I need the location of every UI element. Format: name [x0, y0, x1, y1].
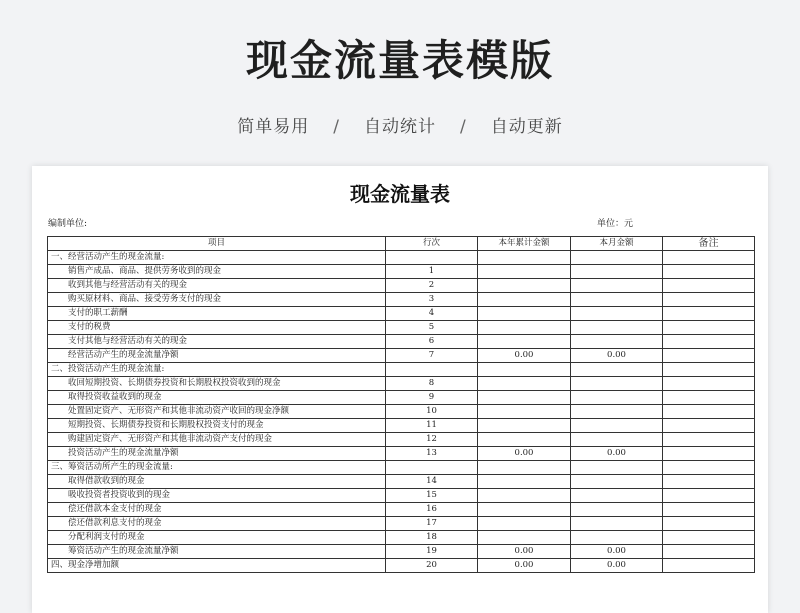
cell-note — [663, 405, 755, 419]
cell-line-no: 12 — [386, 433, 478, 447]
cell-note — [663, 307, 755, 321]
cell-ytd-amount — [478, 489, 571, 503]
feature-tagline — [0, 112, 800, 137]
table-row — [48, 489, 755, 503]
cash-flow-table — [47, 236, 755, 573]
cell-line-no: 10 — [386, 405, 478, 419]
table-row — [48, 461, 755, 475]
cell-ytd-amount — [478, 419, 571, 433]
feature-easy: 简单易用 — [237, 117, 310, 137]
cell-ytd-amount: 0.00 — [478, 545, 571, 559]
cell-line-no: 8 — [386, 377, 478, 391]
cell-month-amount — [571, 321, 663, 335]
cell-month-amount — [571, 405, 663, 419]
column-header-ytd: 本年累计金额 — [478, 237, 571, 251]
cell-item: 经营活动产生的现金流量净额 — [48, 349, 386, 363]
table-row — [48, 391, 755, 405]
cell-note — [663, 433, 755, 447]
cell-line-no: 20 — [386, 559, 478, 573]
table-row — [48, 531, 755, 545]
column-header-line: 行次 — [386, 237, 478, 251]
cell-item: 支付的职工薪酬 — [48, 307, 386, 321]
cell-line-no: 13 — [386, 447, 478, 461]
cell-line-no: 11 — [386, 419, 478, 433]
cell-month-amount: 0.00 — [571, 545, 663, 559]
currency-unit-label: 单位：元 — [597, 219, 634, 229]
cell-item: 支付的税费 — [48, 321, 386, 335]
cell-month-amount — [571, 307, 663, 321]
cell-line-no: 18 — [386, 531, 478, 545]
cell-month-amount — [571, 489, 663, 503]
cell-line-no: 19 — [386, 545, 478, 559]
cell-ytd-amount — [478, 391, 571, 405]
cell-ytd-amount — [478, 433, 571, 447]
cell-month-amount — [571, 503, 663, 517]
cell-ytd-amount: 0.00 — [478, 559, 571, 573]
cell-month-amount — [571, 251, 663, 265]
cell-ytd-amount — [478, 307, 571, 321]
table-row — [48, 307, 755, 321]
cell-line-no: 15 — [386, 489, 478, 503]
cell-line-no: 5 — [386, 321, 478, 335]
cell-line-no: 2 — [386, 279, 478, 293]
cell-ytd-amount — [478, 363, 571, 377]
cell-item: 购建固定资产、无形资产和其他非流动资产支付的现金 — [48, 433, 386, 447]
separator: / — [333, 117, 340, 137]
cell-note — [663, 349, 755, 363]
cell-line-no — [386, 251, 478, 265]
table-row — [48, 279, 755, 293]
cell-note — [663, 419, 755, 433]
cell-item: 二、投资活动产生的现金流量: — [48, 363, 386, 377]
cell-month-amount — [571, 265, 663, 279]
cell-ytd-amount: 0.00 — [478, 447, 571, 461]
cell-ytd-amount — [478, 321, 571, 335]
cell-month-amount — [571, 433, 663, 447]
cell-note — [663, 293, 755, 307]
cell-month-amount — [571, 363, 663, 377]
cell-note — [663, 279, 755, 293]
table-row — [48, 349, 755, 363]
cell-item: 收回短期投资、长期债券投资和长期股权投资收到的现金 — [48, 377, 386, 391]
cell-item: 偿还借款利息支付的现金 — [48, 517, 386, 531]
cell-line-no: 3 — [386, 293, 478, 307]
cell-ytd-amount — [478, 377, 571, 391]
table-row — [48, 447, 755, 461]
cell-line-no: 7 — [386, 349, 478, 363]
table-row — [48, 433, 755, 447]
cell-month-amount — [571, 377, 663, 391]
cell-month-amount — [571, 517, 663, 531]
cell-line-no: 6 — [386, 335, 478, 349]
page-title: 现金流量表模版 — [245, 36, 554, 85]
table-body — [48, 251, 755, 573]
cell-item: 偿还借款本金支付的现金 — [48, 503, 386, 517]
cell-month-amount — [571, 419, 663, 433]
cell-item: 吸收投资者投资收到的现金 — [48, 489, 386, 503]
cell-month-amount — [571, 475, 663, 489]
table-row — [48, 405, 755, 419]
table-row — [48, 251, 755, 265]
table-row — [48, 419, 755, 433]
table-row — [48, 363, 755, 377]
table-row — [48, 559, 755, 573]
table-row — [48, 517, 755, 531]
feature-auto-update: 自动更新 — [490, 117, 563, 137]
cell-item: 购买原材料、商品、接受劳务支付的现金 — [48, 293, 386, 307]
cell-note — [663, 251, 755, 265]
cell-note — [663, 265, 755, 279]
cell-note — [663, 475, 755, 489]
table-header-row — [48, 237, 755, 251]
cell-note — [663, 447, 755, 461]
cell-line-no: 1 — [386, 265, 478, 279]
table-row — [48, 545, 755, 559]
cell-item: 一、经营活动产生的现金流量: — [48, 251, 386, 265]
cell-note — [663, 503, 755, 517]
feature-auto-stats: 自动统计 — [364, 117, 436, 137]
cell-line-no: 4 — [386, 307, 478, 321]
cell-item: 四、现金净增加额 — [48, 559, 386, 573]
cell-ytd-amount — [478, 531, 571, 545]
cell-note — [663, 489, 755, 503]
cell-ytd-amount — [478, 251, 571, 265]
cell-item: 销售产成品、商品、提供劳务收到的现金 — [48, 265, 386, 279]
separator: / — [460, 117, 467, 137]
cell-note — [663, 461, 755, 475]
cell-ytd-amount — [478, 503, 571, 517]
table-row — [48, 503, 755, 517]
table-row — [48, 377, 755, 391]
cell-line-no: 9 — [386, 391, 478, 405]
cell-note — [663, 559, 755, 573]
cell-month-amount — [571, 293, 663, 307]
cell-line-no — [386, 461, 478, 475]
table-row — [48, 475, 755, 489]
column-header-month: 本月金额 — [571, 237, 663, 251]
column-header-item: 项目 — [48, 237, 386, 251]
cell-note — [663, 321, 755, 335]
column-header-note: 备注 — [663, 237, 755, 251]
cell-item: 筹资活动产生的现金流量净额 — [48, 545, 386, 559]
cell-month-amount: 0.00 — [571, 349, 663, 363]
cell-note — [663, 531, 755, 545]
cell-month-amount — [571, 391, 663, 405]
cell-item: 投资活动产生的现金流量净额 — [48, 447, 386, 461]
cell-note — [663, 545, 755, 559]
cell-month-amount — [571, 335, 663, 349]
cell-item: 短期投资、长期债券投资和长期股权投资支付的现金 — [48, 419, 386, 433]
cell-note — [663, 363, 755, 377]
table-row — [48, 321, 755, 335]
cell-note — [663, 377, 755, 391]
cell-note — [663, 517, 755, 531]
cell-ytd-amount — [478, 517, 571, 531]
document-title: 现金流量表 — [350, 182, 450, 206]
cell-ytd-amount — [478, 265, 571, 279]
table-row — [48, 265, 755, 279]
cell-month-amount: 0.00 — [571, 559, 663, 573]
cell-ytd-amount — [478, 475, 571, 489]
document-sheet — [32, 166, 768, 613]
compiling-unit-label: 编制单位: — [48, 219, 88, 229]
cell-line-no: 17 — [386, 517, 478, 531]
cell-ytd-amount — [478, 461, 571, 475]
cell-month-amount — [571, 279, 663, 293]
cell-ytd-amount — [478, 293, 571, 307]
table-row — [48, 293, 755, 307]
cell-month-amount — [571, 461, 663, 475]
cell-line-no: 14 — [386, 475, 478, 489]
cell-item: 三、筹资活动所产生的现金流量: — [48, 461, 386, 475]
cell-line-no: 16 — [386, 503, 478, 517]
cell-ytd-amount — [478, 335, 571, 349]
cell-item: 处置固定资产、无形资产和其他非流动资产收回的现金净额 — [48, 405, 386, 419]
cell-ytd-amount: 0.00 — [478, 349, 571, 363]
cell-note — [663, 391, 755, 405]
cell-item: 分配利润支付的现金 — [48, 531, 386, 545]
cell-item: 支付其他与经营活动有关的现金 — [48, 335, 386, 349]
cell-item: 收到其他与经营活动有关的现金 — [48, 279, 386, 293]
cell-item: 取得借款收到的现金 — [48, 475, 386, 489]
cell-month-amount — [571, 531, 663, 545]
cell-ytd-amount — [478, 405, 571, 419]
cell-note — [663, 335, 755, 349]
cell-line-no — [386, 363, 478, 377]
table-row — [48, 335, 755, 349]
cell-item: 取得投资收益收到的现金 — [48, 391, 386, 405]
cell-ytd-amount — [478, 279, 571, 293]
cell-month-amount: 0.00 — [571, 447, 663, 461]
